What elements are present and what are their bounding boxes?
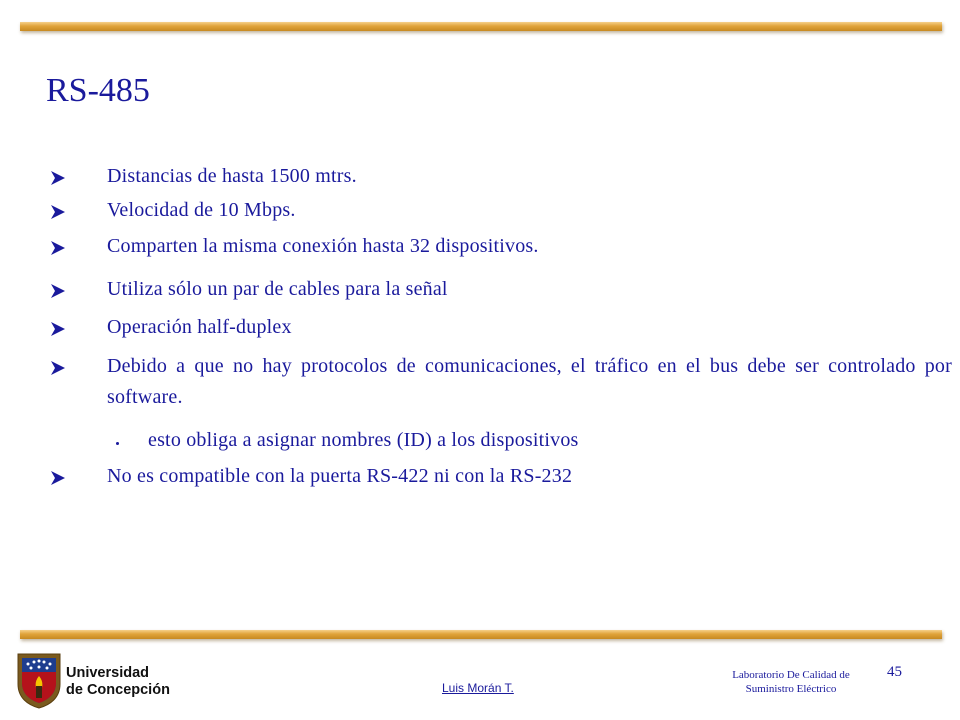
bullet-text: Debido a que no hay protocolos de comunicaciones, el tráfico en el bus debe ser controlado por software. xyxy=(107,355,952,408)
arrow-bullet-icon xyxy=(50,170,66,186)
arrow-bullet-icon xyxy=(50,283,66,299)
bullet-text: Operación half-duplex xyxy=(107,316,292,338)
lab-line2: Suministro Eléctrico xyxy=(745,683,837,695)
bullet-text: Comparten la misma conexión hasta 32 dispositivos. xyxy=(107,235,539,257)
lab-name xyxy=(712,668,870,696)
arrow-bullet-icon xyxy=(50,470,66,486)
bullet-text: Velocidad de 10 Mbps. xyxy=(107,199,296,221)
arrow-bullet-icon xyxy=(50,360,66,376)
arrow-bullet-icon xyxy=(50,204,66,220)
university-logo xyxy=(14,650,174,710)
sub-bullet-dot xyxy=(116,442,119,445)
logo-line2: de Concepción xyxy=(66,682,170,698)
arrow-bullet-icon xyxy=(50,321,66,337)
bullet-text: No es compatible con la puerta RS-422 ni con la RS-232 xyxy=(107,465,573,487)
author-name: Luis Morán T. xyxy=(442,681,514,695)
slide-title: RS-485 xyxy=(46,72,150,109)
lab-line1: Laboratorio De Calidad de xyxy=(732,669,850,681)
sub-bullet-text: esto obliga a asignar nombres (ID) a los dispositivos xyxy=(148,429,579,451)
bullet-text: Utiliza sólo un par de cables para la señal xyxy=(107,278,448,300)
top-divider-bar xyxy=(20,22,942,31)
bottom-divider-bar xyxy=(20,630,942,639)
page-number: 45 xyxy=(887,664,902,680)
arrow-bullet-icon xyxy=(50,240,66,256)
logo-line1: Universidad xyxy=(66,665,149,681)
bullet-text: Distancias de hasta 1500 mtrs. xyxy=(107,165,357,187)
